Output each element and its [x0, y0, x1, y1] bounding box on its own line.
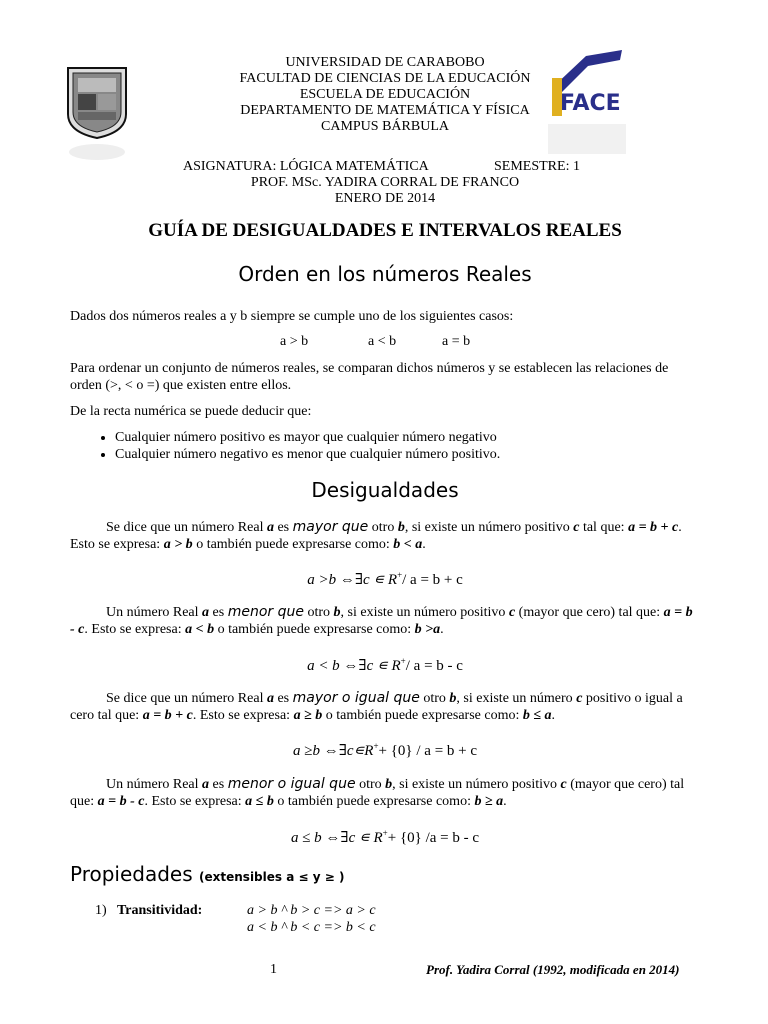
- property-label: Transitividad:: [117, 903, 203, 918]
- semestre-label: SEMESTRE: 1: [494, 159, 580, 174]
- paragraph: De la recta numérica se puede deducir que:: [70, 404, 312, 419]
- property-number: 1): [95, 903, 107, 918]
- list-item: • Cualquier número negativo es menor que cualquier número positivo.: [115, 446, 700, 463]
- propiedades-title: Propiedades: [70, 862, 193, 886]
- propiedades-subtitle: (extensibles a ≤ y ≥ ): [199, 870, 345, 884]
- case-item: a > b: [280, 334, 309, 349]
- definition-menor: Un número Real a es menor que otro b, si existe un número positivo c (mayor que cero) tal que: a = b - c. Esto se expresa: a < b o también puede expresarse como: b >a.: [70, 604, 693, 637]
- definition-mayor-igual: Se dice que un número Real a es mayor o igual que otro b, si existe un número c positivo o igual a cero tal que: a = b + c. Esto se expresa: a ≥ b o también puede expresarse como: b ≤ a.: [70, 690, 683, 723]
- page-number: 1: [270, 962, 277, 977]
- face-logo-text: FACE: [560, 91, 621, 116]
- equation-mayor-igual: a ≥b ⇔∃c∊R++ {0} / a = b + c: [292, 741, 478, 759]
- definition-mayor: Se dice que un número Real a es mayor que otro b, si existe un número positivo c tal que: a = b + c. Esto se expresa: a > b o también puede expresarse como: b < a.: [70, 519, 682, 552]
- bullet-list: [70, 429, 700, 463]
- fecha-label: ENERO DE 2014: [334, 191, 436, 206]
- document-title: GUÍA DE DESIGUALDADES E INTERVALOS REALES: [148, 220, 622, 241]
- profesor-label: PROF. MSc. YADIRA CORRAL DE FRANCO: [250, 175, 520, 190]
- footer-credit: Prof. Yadira Corral (1992, modificada en 2014): [426, 962, 680, 977]
- paragraph: Dados dos números reales a y b siempre se cumple uno de los siguientes casos:: [70, 309, 514, 324]
- course-info: [150, 159, 620, 207]
- definition-menor-igual: Un número Real a es menor o igual que otro b, si existe un número positivo c (mayor que cero) tal que: a = b - c. Esto se expresa: a ≤ b o también puede expresarse como: b ≥ a.: [70, 776, 685, 809]
- case-item: a = b: [442, 334, 471, 349]
- section-heading-orden: Orden en los números Reales: [238, 262, 532, 286]
- asignatura-label: ASIGNATURA: LÓGICA MATEMÁTICA: [183, 159, 429, 174]
- case-item: a < b: [368, 334, 397, 349]
- university-seal-logo: [66, 66, 128, 162]
- header-line: CAMPUS BÁRBULA: [321, 119, 449, 134]
- institution-header: [150, 55, 620, 135]
- section-heading-desigualdades: Desigualdades: [311, 478, 459, 502]
- equation-mayor: a >b ⇔∃c ∊ R+/ a = b + c: [307, 570, 463, 588]
- equation-menor-igual: a ≤ b ⇔∃c ∊ R++ {0} /a = b - c: [290, 828, 480, 846]
- section-heading-propiedades: [70, 862, 344, 886]
- header-line: UNIVERSIDAD DE CARABOBO: [285, 55, 485, 70]
- header-line: FACULTAD DE CIENCIAS DE LA EDUCACIÓN: [239, 71, 531, 86]
- list-item: • Cualquier número positivo es mayor que cualquier número negativo: [115, 429, 700, 446]
- property-rule: a > b ^ b > c => a > c: [247, 903, 376, 918]
- property-rule: a < b ^ b < c => b < c: [247, 920, 376, 935]
- paragraph: Para ordenar un conjunto de números reales, se comparan dichos números y se establecen las relaciones de orden (>, < o =) que existen entre ellos.: [70, 361, 669, 393]
- equation-menor: a < b ⇔∃c ∊ R+/ a = b - c: [307, 656, 463, 674]
- header-line: ESCUELA DE EDUCACIÓN: [299, 87, 471, 102]
- header-line: DEPARTAMENTO DE MATEMÁTICA Y FÍSICA: [240, 103, 530, 118]
